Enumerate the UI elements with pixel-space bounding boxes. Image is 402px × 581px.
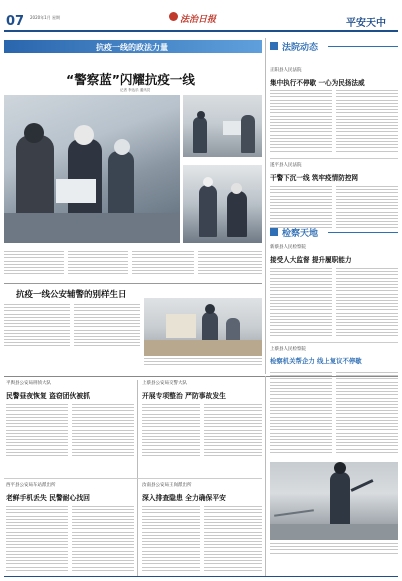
page-header bbox=[0, 0, 402, 36]
lower-2-kicker: 上蔡县公安局交警大队 bbox=[142, 381, 187, 386]
section-1-title: 法院动态 bbox=[282, 43, 319, 53]
lead-headline: “警察蓝”闪耀抗疫一线 bbox=[66, 72, 195, 87]
header-rule bbox=[4, 30, 398, 32]
lower-mid-rule bbox=[4, 478, 262, 479]
item-3-kicker: 新蔡县人民检察院 bbox=[270, 245, 306, 250]
item-4-kicker: 上蔡县人民检察院 bbox=[270, 347, 306, 352]
lower-3-kicker: 西平县公安局车站派出所 bbox=[6, 483, 56, 488]
item-1-headline: 集中执行不停歇 一心为民扬法威 bbox=[270, 79, 365, 87]
lower-4-kicker: 汝南县公安局王岗派出所 bbox=[142, 483, 192, 488]
lead-photo-2 bbox=[183, 95, 262, 157]
right-rule-1 bbox=[270, 158, 398, 159]
lead-text-col-3 bbox=[132, 251, 194, 277]
item-2-headline: 干警下沉一线 筑牢疫情防控网 bbox=[270, 174, 359, 182]
right-column-divider bbox=[265, 38, 266, 374]
item-1-kicker: 正阳县人民法院 bbox=[270, 68, 302, 73]
lead-photo-1-caption bbox=[4, 244, 180, 248]
item-4-text-b bbox=[336, 372, 398, 455]
second-headline: 抗疫一线公安辅警的别样生日 bbox=[16, 290, 127, 300]
second-photo bbox=[144, 298, 262, 356]
item-1-text-b bbox=[336, 90, 398, 154]
lower-3-text-b bbox=[72, 506, 134, 573]
lower-1-text-b bbox=[72, 404, 134, 458]
footer-rule bbox=[4, 576, 398, 577]
lead-photo-1 bbox=[4, 95, 180, 243]
section-1-header bbox=[270, 40, 398, 52]
lower-2-text-b bbox=[204, 404, 262, 458]
second-text-col-2 bbox=[74, 304, 140, 349]
masthead: 法治日报 bbox=[180, 15, 217, 25]
item-3-headline: 接受人大监督 提升履职能力 bbox=[270, 256, 352, 264]
item-4-headline: 检察机关帮企力 线上复议不停歇 bbox=[270, 357, 362, 365]
lead-text-col-4 bbox=[198, 251, 262, 277]
lower-4-text-a bbox=[142, 506, 200, 573]
item-4-text-a bbox=[270, 372, 332, 455]
lower-right-photo-caption bbox=[270, 543, 398, 556]
section-2-title: 检察天地 bbox=[282, 229, 319, 239]
item-2-text-b bbox=[336, 186, 398, 231]
banner bbox=[4, 40, 262, 53]
second-text-col-1 bbox=[4, 304, 70, 349]
section-2-header bbox=[270, 226, 398, 238]
lead-byline: 记者 李达乐 通讯员 bbox=[120, 88, 151, 92]
section-name: 平安天中 bbox=[346, 18, 386, 29]
item-3-text-b bbox=[336, 268, 398, 338]
lower-divider-2 bbox=[265, 376, 266, 576]
right-rule-2 bbox=[270, 342, 398, 343]
lower-1-text-a bbox=[6, 404, 68, 458]
square-bullet-icon bbox=[270, 42, 278, 50]
page-number: 07 bbox=[6, 14, 25, 29]
lower-2-headline: 开展专项整治 严防事故发生 bbox=[142, 392, 226, 400]
item-2-text-a bbox=[270, 186, 332, 231]
lead-text-col-1 bbox=[4, 251, 64, 277]
square-bullet-icon bbox=[270, 228, 278, 236]
second-photo-caption bbox=[144, 358, 262, 368]
lower-3-headline: 老鲜手机丢失 民警耐心找回 bbox=[6, 494, 90, 502]
lower-right-photo bbox=[270, 462, 398, 540]
lower-4-text-b bbox=[204, 506, 262, 573]
lower-2-text-a bbox=[142, 404, 200, 458]
item-3-text-a bbox=[270, 268, 332, 338]
lead-text-col-2 bbox=[68, 251, 128, 277]
lower-4-headline: 深入排查隐患 全力确保平安 bbox=[142, 494, 226, 502]
item-2-kicker: 遂平县人民法院 bbox=[270, 163, 302, 168]
date-line: 2020年1月 星期 bbox=[30, 15, 60, 20]
lower-1-headline: 民警昼夜恢复 盗窃团伙被抓 bbox=[6, 392, 90, 400]
masthead-emblem-icon bbox=[169, 12, 178, 21]
lead-photo-3 bbox=[183, 165, 262, 243]
lower-3-text-a bbox=[6, 506, 68, 573]
second-story-rule bbox=[4, 283, 262, 284]
banner-title: 抗疫一线的政法力量 bbox=[96, 43, 168, 52]
item-1-text-a bbox=[270, 90, 332, 154]
lower-1-kicker: 平舆县公安局刑侦大队 bbox=[6, 381, 51, 386]
